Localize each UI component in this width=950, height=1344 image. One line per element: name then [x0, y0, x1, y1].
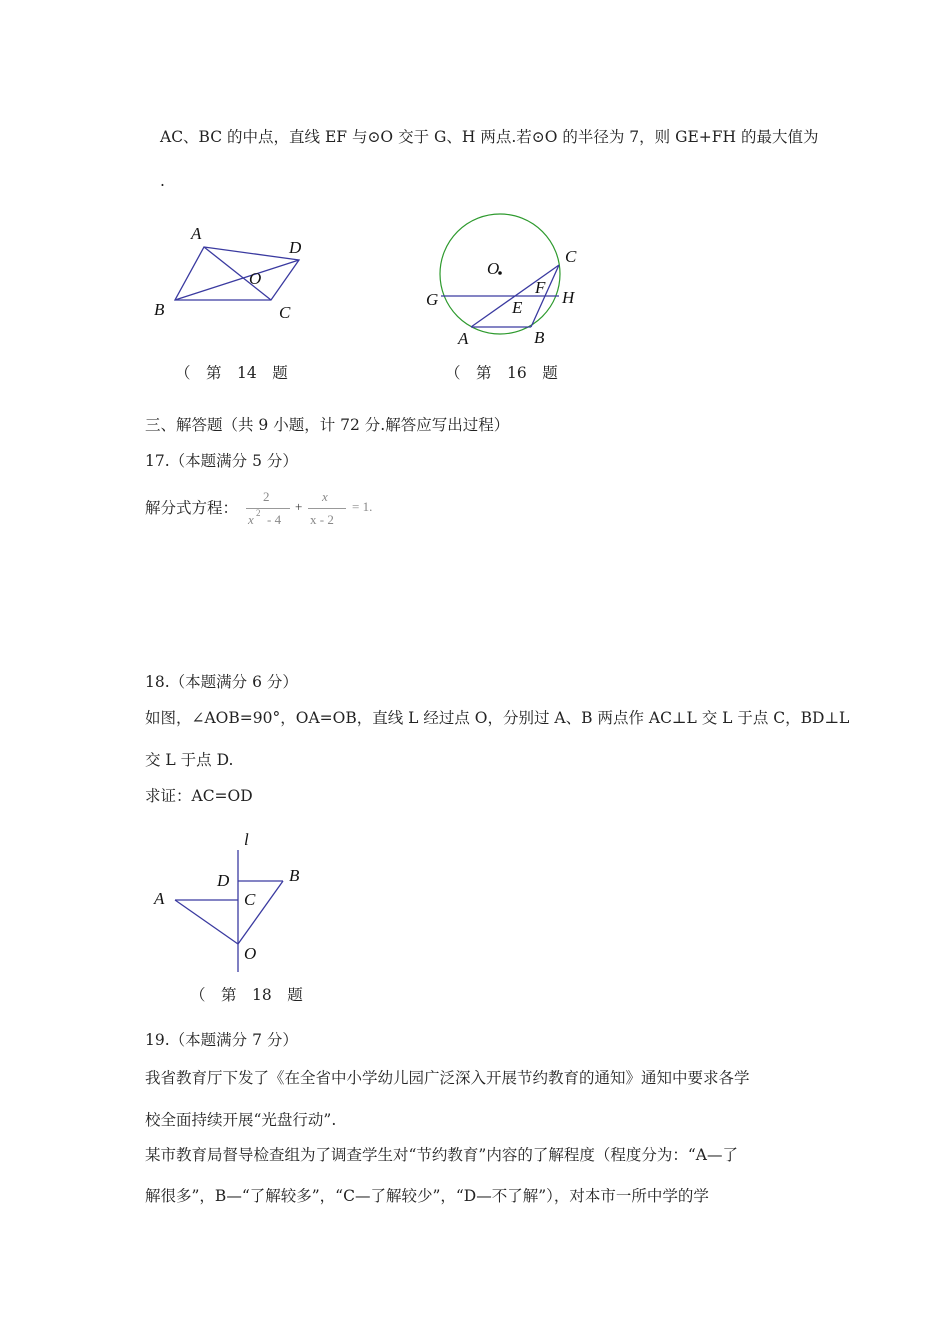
fig16-label-c: C: [565, 247, 577, 266]
fig16-label-b: B: [534, 328, 545, 347]
frac1-numerator: 2: [263, 489, 270, 504]
frac2-numerator: x: [322, 489, 328, 504]
q17-header: 17.（本题满分 5 分）: [145, 452, 298, 470]
fig18-label-o: O: [244, 944, 257, 963]
fig14-label-c: C: [279, 303, 291, 322]
figure-18-lines: [175, 850, 283, 972]
fig14-caption: （ 第 14 题: [175, 364, 288, 382]
frac1-den-rest: - 4: [267, 512, 282, 527]
fig18-label-l: l: [244, 830, 249, 849]
fig16-label-f: F: [535, 278, 546, 297]
q18-line1: 如图，∠AOB=90°，OA=OB，直线 L 经过点 O，分别过 A、B 两点作 AC⊥L 交 L 于点 C，BD⊥L: [145, 709, 850, 727]
fig18-label-d: D: [217, 871, 230, 890]
figure-14-lines: [175, 247, 299, 300]
q16-text-line1: AC、BC 的中点，直线 EF 与⊙O 交于 G、H 两点.若⊙O 的半径为 7，则 GE+FH 的最大值为: [160, 128, 819, 146]
q19-line2: 校全面持续开展“光盘行动”.: [145, 1111, 337, 1129]
fig14-label-d: D: [289, 238, 302, 257]
plus-sign: +: [295, 499, 303, 514]
frac1-den-base: x: [248, 512, 254, 527]
fig14-label-o: O: [249, 269, 262, 288]
fig16-label-a: A: [458, 329, 469, 348]
q19-line4: 解很多”，B—“了解较多”，“C—了解较少”，“D—不了解”），对本市一所中学的学: [145, 1187, 709, 1205]
fig18-label-a: A: [154, 889, 165, 908]
fig18-label-c: C: [244, 890, 256, 909]
q18-header: 18.（本题满分 6 分）: [145, 673, 298, 691]
fig16-label-g: G: [426, 290, 439, 309]
frac2-bar: [308, 508, 346, 509]
fig18-label-b: B: [289, 866, 300, 885]
q18-line2: 交 L 于点 D.: [145, 751, 234, 769]
fig14-label-a: A: [191, 224, 202, 243]
equation-rhs: = 1.: [352, 499, 373, 514]
q19-header: 19.（本题满分 7 分）: [145, 1031, 298, 1049]
fig16-label-o: O: [487, 259, 500, 278]
q16-text-line2: .: [160, 172, 165, 190]
q19-line1: 我省教育厅下发了《在全省中小学幼儿园广泛深入开展节约教育的通知》通知中要求各学: [145, 1069, 750, 1087]
frac1-den-exp: 2: [256, 508, 261, 518]
segment-ao: [175, 900, 238, 944]
fig16-label-h: H: [562, 288, 575, 307]
fig14-label-b: B: [154, 300, 165, 319]
section-3-heading: 三、解答题（共 9 小题，计 72 分.解答应写出过程）: [145, 416, 510, 434]
fig16-label-e: E: [512, 298, 523, 317]
q17-prompt: 解分式方程：: [145, 499, 239, 517]
q19-line3: 某市教育局督导检查组为了调查学生对“节约教育”内容的了解程度（程度分为：“A—了: [145, 1146, 738, 1164]
frac2-denominator: x - 2: [310, 512, 334, 527]
fig18-caption: （ 第 18 题: [190, 986, 303, 1004]
fig16-caption: （ 第 16 题: [445, 364, 558, 382]
frac1-bar: [246, 508, 290, 509]
q18-line3: 求证：AC=OD: [145, 787, 253, 805]
